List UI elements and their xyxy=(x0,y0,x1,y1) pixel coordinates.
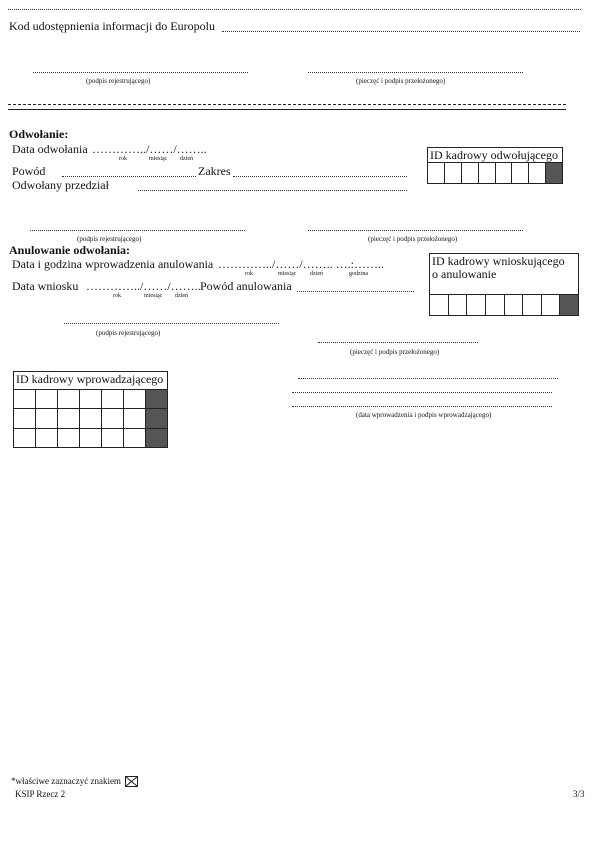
entry-line-3[interactable] xyxy=(292,406,552,407)
entry-person-id-grid xyxy=(13,389,168,448)
odwolanie-reason-label: Powód xyxy=(12,164,46,178)
registrar-signature-caption: (podpis rejestrującego) xyxy=(86,77,151,85)
revoker-id-grid xyxy=(427,162,563,184)
id-check-cell xyxy=(146,409,168,428)
anulowanie-heading: Anulowanie odwołania: xyxy=(9,243,131,257)
footer-note-text: *właściwe zaznaczyć znakiem xyxy=(11,776,121,786)
id-cell[interactable] xyxy=(124,409,146,428)
anulowanie-request-date-label: Data wniosku xyxy=(12,279,79,293)
entry-line-1[interactable] xyxy=(298,378,558,379)
cancel-requester-id-grid xyxy=(429,294,579,316)
id-cell[interactable] xyxy=(102,409,124,428)
odwolanie-date-field[interactable]: …………../……/…….. xyxy=(92,142,207,156)
odwolanie-supervisor-caption: (pieczęć i podpis przełożonego) xyxy=(368,235,458,243)
id-cell[interactable] xyxy=(478,163,495,184)
anulowanie-sub-hour: godzina xyxy=(349,271,368,277)
odwolanie-registrar-caption: (podpis rejestrującego) xyxy=(77,235,142,243)
id-cell[interactable] xyxy=(495,163,512,184)
id-cell[interactable] xyxy=(80,428,102,447)
anulowanie-request-date-field[interactable]: …………../……/…….. xyxy=(86,279,201,293)
odwolanie-supervisor-signature-line[interactable] xyxy=(308,230,523,231)
europol-code-label: Kod udostępnienia informacji do Europolu xyxy=(9,19,215,33)
id-cell[interactable] xyxy=(529,163,546,184)
odwolanie-reason-field[interactable] xyxy=(62,176,196,177)
id-cell[interactable] xyxy=(58,390,80,409)
odwolanie-heading: Odwołanie: xyxy=(9,127,69,141)
id-cell[interactable] xyxy=(14,428,36,447)
odwolanie-date-label: Data odwołania xyxy=(12,142,88,156)
anulowanie-datetime-field[interactable]: …………../……/…….. ….:…….. xyxy=(218,257,385,271)
id-cell[interactable] xyxy=(36,409,58,428)
entry-line-2[interactable] xyxy=(292,392,552,393)
id-cell[interactable] xyxy=(102,428,124,447)
id-cell[interactable] xyxy=(523,295,542,316)
registrar-signature-line[interactable] xyxy=(33,72,248,73)
odwolanie-scope-label: Zakres xyxy=(198,164,231,178)
id-cell[interactable] xyxy=(541,295,560,316)
odwolanie-scope-field[interactable] xyxy=(233,176,407,177)
id-cell[interactable] xyxy=(80,409,102,428)
section-divider-solid xyxy=(8,109,566,110)
europol-code-field[interactable] xyxy=(222,31,580,32)
id-cell[interactable] xyxy=(14,390,36,409)
id-cell[interactable] xyxy=(504,295,523,316)
top-separator xyxy=(8,9,581,10)
id-cell[interactable] xyxy=(102,390,124,409)
footer-page-number: 3/3 xyxy=(573,789,585,799)
section-divider-dashed xyxy=(8,104,566,105)
anulowanie-reason-field[interactable] xyxy=(297,291,414,292)
anulowanie-registrar-signature-line[interactable] xyxy=(64,323,279,324)
anulowanie-sub-day: dzień xyxy=(310,271,323,277)
id-cell[interactable] xyxy=(485,295,504,316)
id-check-cell xyxy=(146,390,168,409)
odwolanie-sub-month: miesiąc xyxy=(149,156,168,162)
supervisor-signature-caption: (pieczęć i podpis przełożonego) xyxy=(356,77,446,85)
id-cell[interactable] xyxy=(428,163,445,184)
odwolanie-section-field[interactable] xyxy=(138,190,407,191)
id-cell[interactable] xyxy=(36,390,58,409)
id-cell[interactable] xyxy=(80,390,102,409)
anulowanie-supervisor-caption: (pieczęć i podpis przełożonego) xyxy=(350,348,440,356)
anulowanie-supervisor-signature-line[interactable] xyxy=(318,342,478,343)
anulowanie-request-sub-year: rok xyxy=(113,293,121,299)
entry-caption: (data wprowadzenia i podpis wprowadzającego) xyxy=(356,411,492,419)
id-cell[interactable] xyxy=(14,409,36,428)
footer-doc-name: KSIP Rzecz 2 xyxy=(15,789,66,799)
cross-mark-icon xyxy=(125,776,138,787)
id-cell[interactable] xyxy=(512,163,529,184)
revoker-id-label: ID kadrowy odwołującego xyxy=(430,148,558,162)
id-check-cell xyxy=(560,295,579,316)
odwolanie-sub-day: dzień xyxy=(180,156,193,162)
id-check-cell xyxy=(146,428,168,447)
id-cell[interactable] xyxy=(58,409,80,428)
id-cell[interactable] xyxy=(461,163,478,184)
cancel-requester-id-label: ID kadrowy wnioskującego o anulowanie xyxy=(432,254,565,281)
anulowanie-reason-label: Powód anulowania xyxy=(200,279,292,293)
footer-note xyxy=(11,776,138,787)
id-cell[interactable] xyxy=(467,295,486,316)
anulowanie-datetime-label: Data i godzina wprowadzenia anulowania xyxy=(12,257,214,271)
anulowanie-sub-month: miesiąc xyxy=(278,271,297,277)
anulowanie-request-sub-month: miesiąc xyxy=(144,293,163,299)
odwolanie-section-label: Odwołany przedział xyxy=(12,178,109,192)
id-cell[interactable] xyxy=(444,163,461,184)
id-cell[interactable] xyxy=(58,428,80,447)
id-cell[interactable] xyxy=(430,295,449,316)
id-cell[interactable] xyxy=(36,428,58,447)
anulowanie-sub-year: rok xyxy=(245,271,253,277)
id-cell[interactable] xyxy=(124,390,146,409)
id-cell[interactable] xyxy=(124,428,146,447)
odwolanie-sub-year: rok xyxy=(119,156,127,162)
supervisor-signature-line[interactable] xyxy=(308,72,523,73)
anulowanie-request-sub-day: dzień xyxy=(175,293,188,299)
id-cell[interactable] xyxy=(448,295,467,316)
anulowanie-registrar-caption: (podpis rejestrującego) xyxy=(96,329,161,337)
id-check-cell xyxy=(546,163,563,184)
odwolanie-registrar-signature-line[interactable] xyxy=(30,230,245,231)
entry-person-id-label: ID kadrowy wprowadzającego xyxy=(16,372,164,386)
